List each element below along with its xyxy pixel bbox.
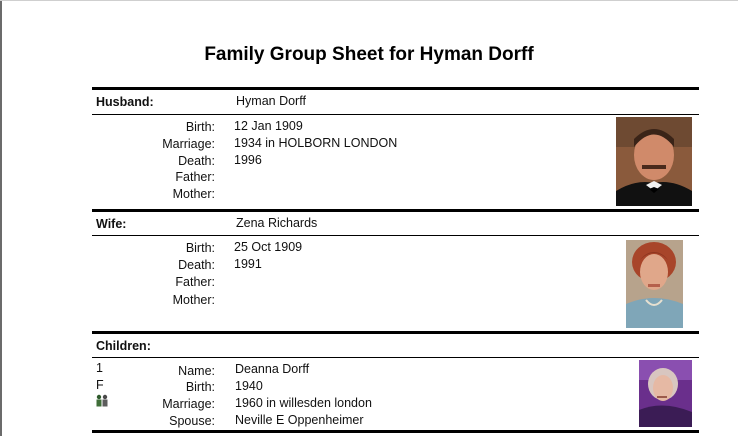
section-rule <box>92 430 699 433</box>
child-spouse-label: Spouse: <box>169 414 215 428</box>
husband-marriage-value: 1934 in HOLBORN LONDON <box>234 136 398 150</box>
husband-mother-label: Mother: <box>172 187 215 201</box>
husband-portrait-photo[interactable] <box>616 117 692 206</box>
window-frame-top <box>0 0 738 1</box>
wife-section-label: Wife: <box>96 217 127 231</box>
child-sex: F <box>96 378 104 392</box>
husband-section-label: Husband: <box>96 95 154 109</box>
husband-death-label: Death: <box>178 154 215 168</box>
wife-death-value: 1991 <box>234 257 262 271</box>
child-spouse-value: Neville E Oppenheimer <box>235 413 364 427</box>
child-number: 1 <box>96 361 103 375</box>
child-marriage-value: 1960 in willesden london <box>235 396 372 410</box>
section-rule <box>92 209 699 212</box>
child-name-value: Deanna Dorff <box>235 362 310 376</box>
husband-birth-label: Birth: <box>185 120 215 134</box>
wife-birth-label: Birth: <box>185 241 215 255</box>
divider <box>92 357 699 358</box>
child-birth-label: Birth: <box>185 380 215 394</box>
wife-father-label: Father: <box>175 275 215 289</box>
section-rule <box>92 87 699 90</box>
husband-name: Hyman Dorff <box>236 94 306 108</box>
husband-father-label: Father: <box>175 170 215 184</box>
child-marriage-label: Marriage: <box>162 397 215 411</box>
wife-portrait-photo[interactable] <box>626 240 683 328</box>
section-rule <box>92 331 699 334</box>
page-title: Family Group Sheet for Hyman Dorff <box>204 44 534 65</box>
divider <box>92 114 699 115</box>
couple-icon[interactable] <box>95 394 109 407</box>
child-birth-value: 1940 <box>235 379 263 393</box>
divider <box>92 235 699 236</box>
husband-marriage-label: Marriage: <box>162 137 215 151</box>
children-section-label: Children: <box>96 339 151 353</box>
wife-name: Zena Richards <box>236 216 318 230</box>
husband-birth-value: 12 Jan 1909 <box>234 119 303 133</box>
wife-birth-value: 25 Oct 1909 <box>234 240 303 254</box>
wife-death-label: Death: <box>178 258 215 272</box>
child-name-label: Name: <box>178 364 215 378</box>
wife-mother-label: Mother: <box>172 293 215 307</box>
husband-death-value: 1996 <box>234 153 262 167</box>
child-portrait-photo[interactable] <box>639 360 692 427</box>
